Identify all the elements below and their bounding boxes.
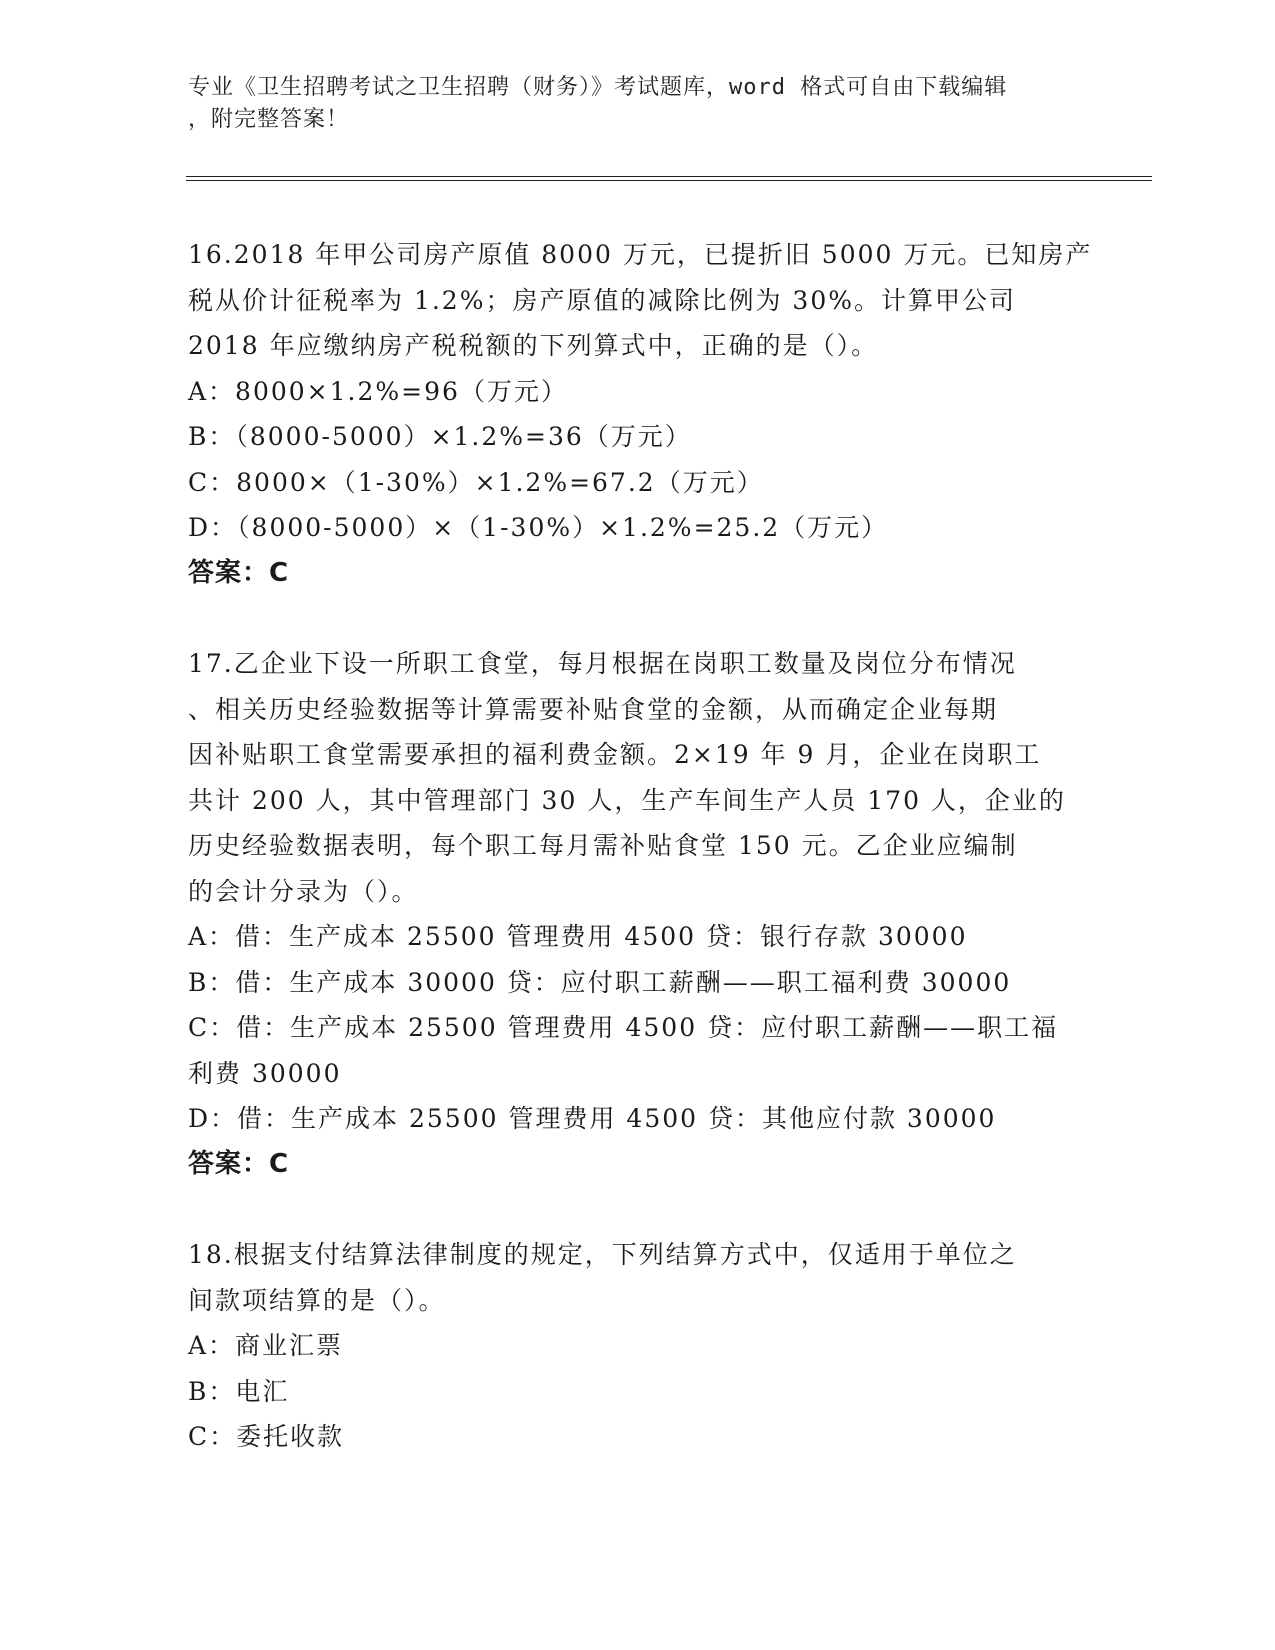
header-line: 专业《卫生招聘考试之卫生招聘（财务）》考试题库，word 格式可自由下载编辑 [188, 75, 1008, 100]
question-stem-line: 17.乙企业下设一所职工食堂，每月根据在岗职工数量及岗位分布情况 [188, 649, 1017, 678]
option-c: C：8000×（1-30%）×1.2%=67.2（万元） [188, 467, 764, 497]
option-c-continued: 利费 30000 [188, 1058, 342, 1088]
question-stem-line: 16.2018 年甲公司房产原值 8000 万元，已提折旧 5000 万元。已知房产 [188, 240, 1093, 269]
question-stem-line: 历史经验数据表明，每个职工每月需补贴食堂 150 元。乙企业应编制 [188, 831, 1018, 860]
option-a: A：商业汇票 [188, 1331, 344, 1360]
header-divider [186, 176, 1152, 181]
option-b: B：（8000-5000）×1.2%=36（万元） [188, 422, 692, 451]
option-d: D：借：生产成本 25500 管理费用 4500 贷：其他应付款 30000 [188, 1104, 997, 1133]
header-line: ，附完整答案！ [188, 107, 350, 132]
question-stem-line: 、相关历史经验数据等计算需要补贴食堂的金额，从而确定企业每期 [188, 694, 999, 724]
option-a: A：借：生产成本 25500 管理费用 4500 贷：银行存款 30000 [188, 922, 968, 951]
question-16 [188, 232, 1093, 596]
option-b: B：电汇 [188, 1376, 290, 1406]
answer: 答案：C [188, 557, 290, 588]
question-stem-line: 因补贴职工食堂需要承担的福利费金额。2×19 年 9 月，企业在岗职工 [188, 740, 1042, 769]
question-17 [188, 641, 1088, 1187]
option-c: C：借：生产成本 25500 管理费用 4500 贷：应付职工薪酬——职工福 [188, 1013, 1059, 1042]
question-stem-line: 的会计分录为（）。 [188, 876, 419, 906]
question-stem-line: 税从价计征税率为 1.2%；房产原值的减除比例为 30%。计算甲公司 [188, 285, 1016, 315]
question-list [188, 232, 1093, 1460]
question-stem-line: 共计 200 人，其中管理部门 30 人，生产车间生产人员 170 人，企业的 [188, 785, 1066, 815]
question-stem-line: 2018 年应缴纳房产税税额的下列算式中，正确的是（）。 [188, 331, 879, 360]
option-d: D：（8000-5000）×（1-30%）×1.2%=25.2（万元） [188, 513, 889, 542]
answer: 答案：C [188, 1148, 290, 1179]
option-c: C：委托收款 [188, 1422, 345, 1451]
page-header [188, 72, 1088, 136]
question-stem-line: 18.根据支付结算法律制度的规定，下列结算方式中，仅适用于单位之 [188, 1240, 1017, 1269]
option-b: B：借：生产成本 30000 贷：应付职工薪酬——职工福利费 30000 [188, 967, 1012, 997]
question-18 [188, 1232, 1088, 1460]
option-a: A：8000×1.2%=96（万元） [188, 376, 568, 406]
question-stem-line: 间款项结算的是（）。 [188, 1285, 446, 1315]
